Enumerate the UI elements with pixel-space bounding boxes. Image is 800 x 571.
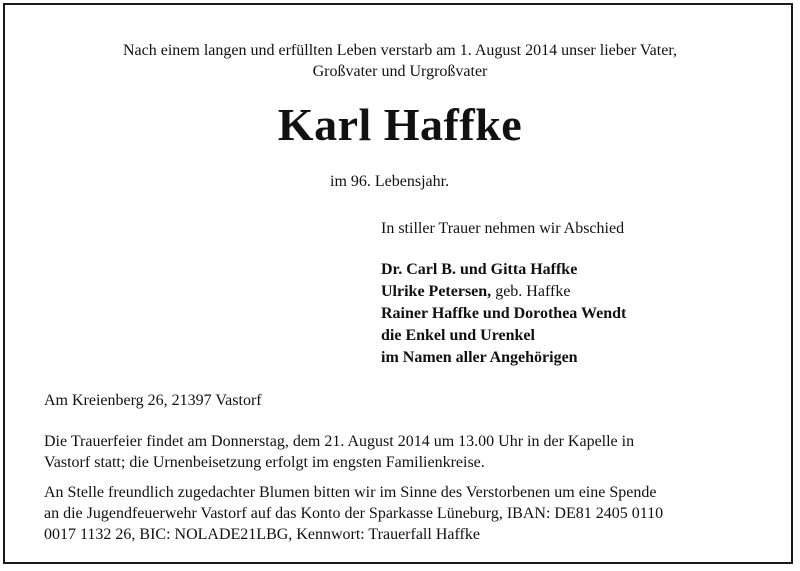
mourner-bold: im Namen aller Angehörigen	[381, 349, 578, 366]
mourner-bold: Dr. Carl B. und Gitta Haffke	[381, 261, 578, 278]
ceremony-paragraph	[44, 431, 744, 473]
address-line: Am Kreienberg 26, 21397 Vastorf	[44, 392, 262, 409]
mourner-line	[381, 347, 626, 369]
age-line: im 96. Lebensjahr.	[330, 173, 450, 190]
mourner-bold: Rainer Haffke und Dorothea Wendt	[381, 305, 627, 322]
farewell-line: In stiller Trauer nehmen wir Abschied	[381, 220, 625, 237]
donation-line: An Stelle freundlich zugedachter Blumen bitten wir im Sinne des Verstorbenen um eine Spende	[44, 484, 657, 501]
deceased-name: Karl Haffke	[277, 99, 523, 150]
ceremony-line: Die Trauerfeier findet am Donnerstag, dem 21. August 2014 um 13.00 Uhr in der Kapelle in	[44, 433, 635, 450]
mourner-bold: die Enkel und Urenkel	[381, 327, 535, 344]
mourners-list	[381, 259, 626, 369]
donation-paragraph	[44, 482, 744, 545]
mourner-line	[381, 325, 626, 347]
mourner-line	[381, 281, 626, 303]
intro-text	[0, 40, 800, 82]
ceremony-line: Vastorf statt; die Urnenbeisetzung erfolgt im engsten Familienkreise.	[44, 454, 485, 471]
mourner-normal: geb. Haffke	[491, 283, 571, 300]
mourner-bold: Ulrike Petersen,	[381, 283, 492, 300]
intro-line-2: Großvater und Urgroßvater	[312, 63, 488, 80]
donation-line: an die Jugendfeuerwehr Vastorf auf das Konto der Sparkasse Lüneburg, IBAN: DE81 2405 0110	[44, 505, 664, 522]
mourner-line	[381, 259, 626, 281]
donation-line: 0017 1132 26, BIC: NOLADE21LBG, Kennwort: Trauerfall Haffke	[44, 526, 480, 543]
mourner-line	[381, 303, 626, 325]
intro-line-1: Nach einem langen und erfüllten Leben verstarb am 1. August 2014 unser lieber Vater,	[123, 42, 677, 59]
